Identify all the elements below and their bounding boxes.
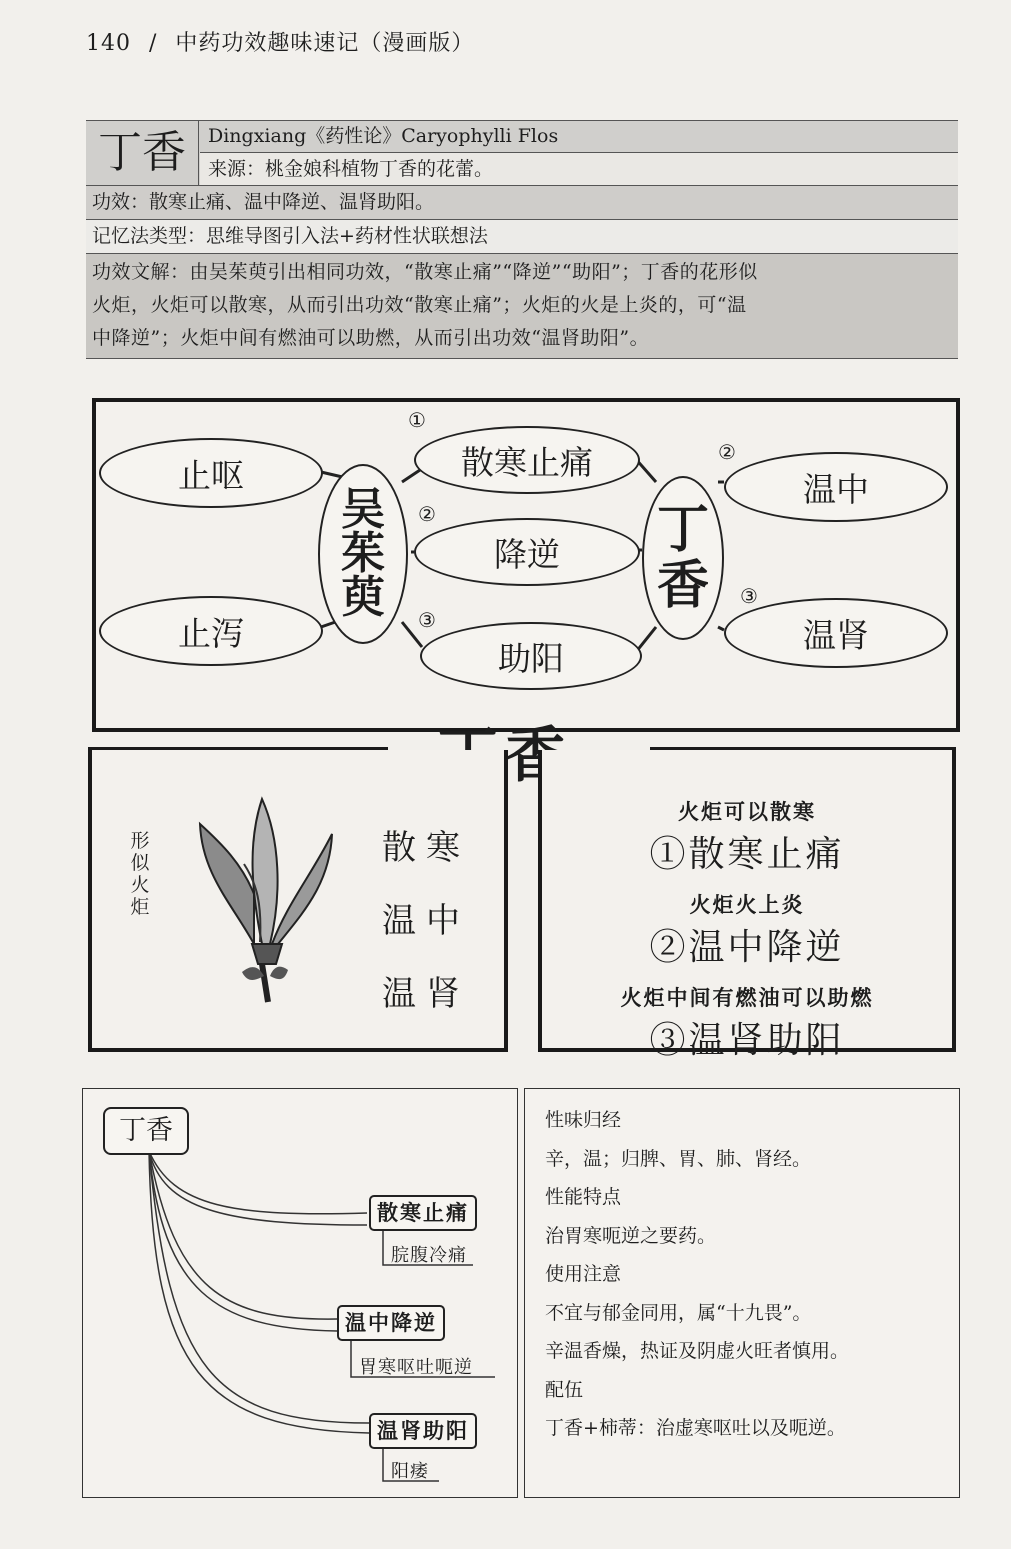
explanation-line: 火炬，火炬可以散寒，从而引出功效“散寒止痛”；火炬的火是上炎的，可“温 — [92, 294, 747, 316]
center-char: 香 — [656, 556, 709, 616]
ellipse-stop-vomiting: 止呕 — [99, 438, 323, 508]
marker-2: ② — [418, 502, 436, 526]
tree-root: 丁香 — [103, 1107, 189, 1155]
panel-effect: ③温肾助阳 — [649, 1020, 845, 1061]
explanation-line: 功效文解：由吴茱萸引出相同功效，“散寒止痛”“降逆”“助阳”；丁香的花形似 — [92, 261, 758, 283]
combination-text: 丁香+柿蒂：治虚寒呕吐以及呃逆。 — [545, 1417, 846, 1439]
effect-tree-box — [82, 1088, 518, 1498]
ellipse-assist-yang: 助阳 — [420, 622, 642, 690]
herb-latin-name: Dingxiang《药性论》Caryophylli Flos — [200, 121, 958, 153]
center-char: 萸 — [341, 572, 385, 623]
left-effects — [382, 820, 470, 1015]
herb-header-row — [86, 120, 958, 186]
tree-leaf: 阳痿 — [391, 1461, 429, 1482]
page-header — [86, 26, 474, 57]
right-panel-lines — [542, 796, 952, 1063]
herb-name: 丁香 — [86, 121, 199, 185]
effect-text: 温肾 — [382, 974, 470, 1014]
comic-left-panel — [88, 750, 508, 1052]
ellipse-warm-kidney: 温肾 — [724, 598, 948, 668]
herb-info-table — [86, 120, 958, 359]
book-title: 中药功效趣味速记（漫画版） — [175, 31, 475, 56]
shape-note — [128, 830, 152, 918]
herb-source: 来源：桃金娘科植物丁香的花蕾。 — [200, 153, 958, 185]
effect-text: 温中 — [382, 901, 470, 941]
mind-map-diagram — [92, 398, 960, 732]
herb-effects: 功效：散寒止痛、温中降逆、温肾助阳。 — [86, 186, 958, 220]
properties-box — [524, 1088, 960, 1498]
panel-note: 火炬火上炎 — [689, 892, 805, 917]
ellipse-stop-diarrhea: 止泻 — [99, 596, 323, 666]
feature-text: 治胃寒呃逆之要药。 — [545, 1224, 717, 1247]
shape-note-char: 形 — [130, 830, 150, 852]
panel-effect: ①散寒止痛 — [649, 834, 845, 875]
page-number: 140 — [86, 31, 131, 56]
ellipse-descend-counterflow: 降逆 — [414, 518, 640, 586]
effect-explanation — [86, 254, 958, 359]
properties-list — [545, 1101, 849, 1448]
center-char: 吴 — [341, 484, 385, 535]
tree-leaf: 胃寒呕吐呃逆 — [359, 1357, 473, 1378]
header-separator: / — [149, 31, 158, 56]
panel-effect: ②温中降逆 — [649, 927, 845, 968]
tree-branch-node: 散寒止痛 — [369, 1195, 477, 1231]
combination-heading: 配伍 — [545, 1378, 584, 1401]
tree-branch-node: 温肾助阳 — [369, 1413, 477, 1449]
panel-note: 火炬中间有燃油可以助燃 — [620, 985, 874, 1010]
caution-heading: 使用注意 — [545, 1263, 622, 1285]
caution-text: 不宜与郁金同用，属“十九畏”。 — [545, 1301, 812, 1324]
marker-1: ① — [408, 408, 426, 432]
ellipse-disperse-cold: 散寒止痛 — [414, 426, 640, 494]
memory-method-type: 记忆法类型：思维导图引入法+药材性状联想法 — [86, 220, 958, 254]
tree-leaf: 脘腹冷痛 — [391, 1245, 467, 1266]
comic-right-panel — [538, 750, 956, 1061]
shape-note-char: 火 — [130, 874, 150, 896]
ellipse-warm-middle: 温中 — [724, 452, 948, 522]
clove-flower-icon — [192, 794, 342, 1004]
taste-text: 辛，温；归脾、胃、肺、肾经。 — [545, 1147, 812, 1170]
explanation-line: 中降逆”；火炬中间有燃油可以助燃，从而引出功效“温肾助阳”。 — [92, 327, 650, 349]
panel-note: 火炬可以散寒 — [678, 799, 816, 824]
marker-2: ② — [718, 440, 736, 464]
shape-note-char: 似 — [130, 852, 150, 874]
effect-text: 散寒 — [382, 828, 470, 868]
taste-heading: 性味归经 — [545, 1109, 622, 1131]
ellipse-dingxiang — [642, 476, 724, 640]
marker-3: ③ — [740, 584, 758, 608]
feature-heading: 性能特点 — [545, 1186, 622, 1208]
tree-branch-node: 温中降逆 — [337, 1305, 445, 1341]
shape-note-char: 炬 — [130, 896, 150, 918]
caution-text: 辛温香燥，热证及阴虚火旺者慎用。 — [545, 1340, 850, 1362]
center-char: 丁 — [656, 500, 709, 560]
marker-3: ③ — [418, 608, 436, 632]
ellipse-wuzhuyu — [318, 464, 408, 644]
center-char: 茱 — [341, 528, 385, 579]
connector — [718, 627, 724, 630]
